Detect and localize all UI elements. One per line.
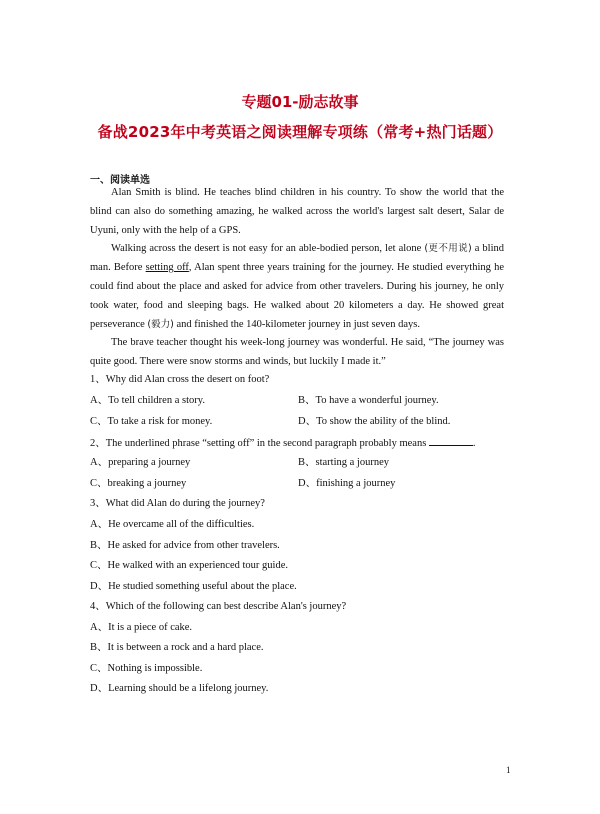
option-letter: D、 [298, 478, 317, 489]
option-text: Learning should be a lifelong journey. [108, 683, 269, 694]
question-number: 2、 [90, 438, 106, 449]
option-4a[interactable] [90, 621, 192, 635]
option-letter: B、 [298, 457, 316, 468]
option-text: To have a wonderful journey. [315, 395, 439, 406]
option-text: To tell children a story. [108, 395, 205, 406]
option-4c[interactable] [90, 662, 202, 676]
page-number: 1 [506, 765, 511, 775]
question-number: 4、 [90, 601, 106, 612]
p2-text-3: , Alan spent three years training for the journey. He studied everything he could find about the place and asked for advice from other travelers. During his journey, he only took water, food and sleeping bags. He walked about 20 kilometers a day. He showed great perseverance [90, 262, 504, 330]
option-text: He studied something useful about the place. [108, 581, 297, 592]
option-1b[interactable] [298, 394, 439, 408]
option-text: To show the ability of the blind. [316, 416, 451, 427]
answer-blank[interactable] [429, 436, 473, 446]
option-text: finishing a journey [316, 478, 396, 489]
question-text: Which of the following can best describe Alan's journey? [105, 601, 347, 612]
passage-paragraph-2 [90, 239, 504, 334]
document-title: 专题01-励志故事 [241, 93, 359, 111]
option-text: Nothing is impossible. [107, 663, 203, 674]
option-letter: B、 [298, 395, 316, 406]
option-3d[interactable] [90, 580, 297, 594]
option-4b[interactable] [90, 641, 263, 655]
option-text: It is a piece of cake. [108, 622, 193, 633]
question-2 [90, 436, 476, 451]
p2-text-4: and finished the 140-kilometer journey in just seven days. [173, 319, 420, 330]
option-text: breaking a journey [107, 478, 187, 489]
option-letter: B、 [90, 642, 108, 653]
option-letter: D、 [90, 683, 109, 694]
p2-gloss-2: (毅力) [147, 319, 174, 330]
section-heading: 一、阅读单选 [90, 175, 150, 186]
option-letter: C、 [90, 478, 108, 489]
option-letter: C、 [90, 560, 108, 571]
option-3c[interactable] [90, 559, 288, 573]
question-text: Why did Alan cross the desert on foot? [105, 374, 270, 385]
underlined-phrase: setting off [145, 262, 189, 273]
option-3b[interactable] [90, 539, 280, 553]
option-letter: A、 [90, 457, 109, 468]
option-letter: A、 [90, 395, 109, 406]
option-2b[interactable] [298, 456, 389, 470]
option-letter: C、 [90, 416, 108, 427]
option-text: To take a risk for money. [107, 416, 213, 427]
question-1 [90, 373, 269, 387]
option-3a[interactable] [90, 518, 254, 532]
option-letter: C、 [90, 663, 108, 674]
option-1a[interactable] [90, 394, 205, 408]
option-letter: D、 [90, 581, 109, 592]
question-end: . [472, 438, 476, 449]
question-text: What did Alan do during the journey? [105, 498, 265, 509]
option-4d[interactable] [90, 682, 268, 696]
option-text: He asked for advice from other travelers. [107, 540, 280, 551]
passage-paragraph-3: The brave teacher thought his week-long journey was wonderful. He said, “The journey was quite good. There were snow storms and winds, but luckily I made it.” [90, 337, 504, 367]
option-letter: D、 [298, 416, 317, 427]
option-1d[interactable] [298, 415, 450, 429]
question-number: 1、 [90, 374, 106, 385]
p2-text-2: a blind man. Before [90, 243, 504, 273]
option-letter: A、 [90, 622, 109, 633]
question-number: 3、 [90, 498, 106, 509]
option-text: He overcame all of the difficulties. [108, 519, 255, 530]
option-2c[interactable] [90, 477, 186, 491]
p2-gloss-1: (更不用说) [424, 243, 472, 254]
p2-text-1: Walking across the desert is not easy for an able-bodied person, let alone [111, 243, 425, 254]
question-text: The underlined phrase “setting off” in the second paragraph probably means [105, 438, 427, 449]
option-1c[interactable] [90, 415, 212, 429]
question-4 [90, 600, 346, 614]
option-letter: B、 [90, 540, 108, 551]
question-3 [90, 497, 265, 511]
passage-paragraph-1: Alan Smith is blind. He teaches blind children in his country. To show the world that the blind can also do something amazing, he walked across the world's largest salt desert, Salar de Uyuni, only with the help of a GPS. [90, 187, 504, 236]
option-text: He walked with an experienced tour guide. [107, 560, 288, 571]
option-text: starting a journey [315, 457, 389, 468]
option-text: preparing a journey [108, 457, 191, 468]
option-letter: A、 [90, 519, 109, 530]
option-2a[interactable] [90, 456, 190, 470]
option-text: It is between a rock and a hard place. [107, 642, 264, 653]
option-2d[interactable] [298, 477, 395, 491]
document-subtitle: 备战2023年中考英语之阅读理解专项练（常考+热门话题） [97, 123, 503, 141]
